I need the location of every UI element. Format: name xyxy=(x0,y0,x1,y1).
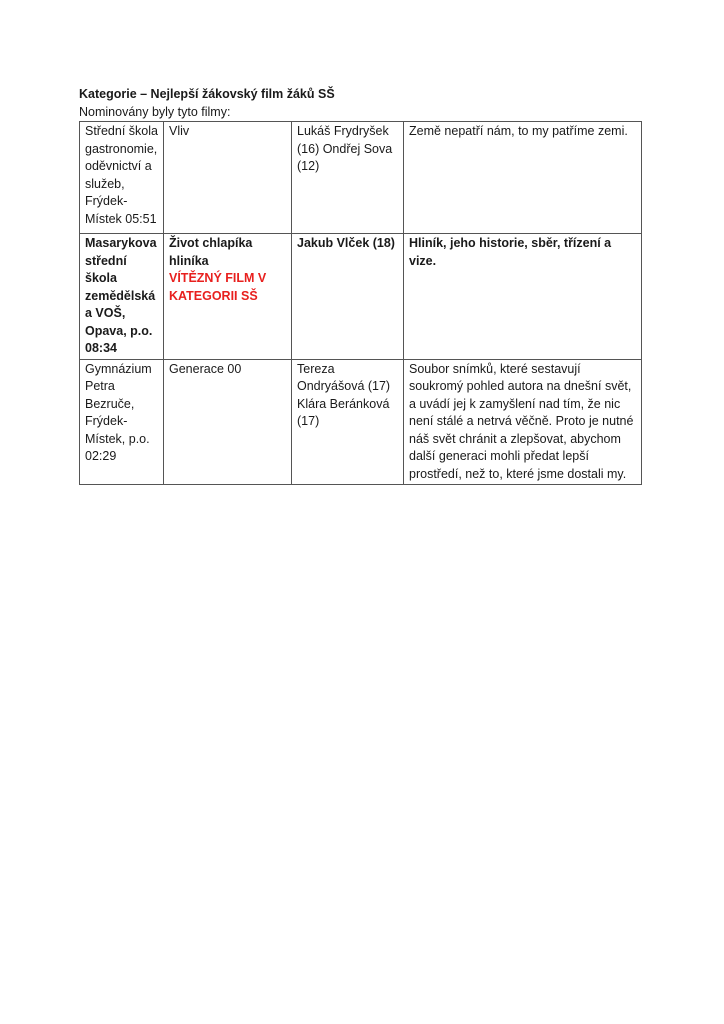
document-page xyxy=(79,86,641,485)
film-title: Život chlapíka hliníka xyxy=(169,236,253,268)
school-cell: Masarykova střední škola zemědělská a VOŠ, Opava, p.o. 08:34 xyxy=(80,234,164,360)
film-title-cell xyxy=(164,122,292,234)
film-title: Vliv xyxy=(169,124,190,138)
description-cell: Země nepatří nám, to my patříme zemi. xyxy=(404,122,642,234)
table-row xyxy=(80,122,642,234)
description-cell: Soubor snímků, které sestavují soukromý pohled autora na dnešní svět, a uvádí jej k zamyšlení nad tím, že nic není stálé a netrvá věčně. Proto je nutné náš svět chránit a zlepšovat, abychom další generaci mohli předat lepší prostředí, než to, které jsme dostali my. xyxy=(404,359,642,485)
authors-cell: Jakub Vlček (18) xyxy=(292,234,404,360)
school-cell: Střední škola gastronomie, oděvnictví a služeb, Frýdek-Místek 05:51 xyxy=(80,122,164,234)
film-title: Generace 00 xyxy=(169,361,242,376)
authors-cell: Tereza Ondryášová (17) Klára Beránková (17) xyxy=(292,359,404,485)
film-title-cell xyxy=(164,359,292,485)
winner-label: VÍTĚZNÝ FILM V KATEGORII SŠ xyxy=(169,271,267,303)
table-row xyxy=(80,359,642,485)
table-row xyxy=(80,234,642,360)
nominations-intro: Nominovány byly tyto filmy: xyxy=(79,105,231,119)
authors-cell: Lukáš Frydryšek (16) Ondřej Sova (12) xyxy=(292,122,404,234)
film-title-cell xyxy=(164,234,292,360)
school-cell: Gymnázium Petra Bezruče, Frýdek-Místek, p.o. 02:29 xyxy=(80,359,164,485)
nominations-table xyxy=(79,121,642,485)
category-heading: Kategorie – Nejlepší žákovský film žáků SŠ xyxy=(79,87,335,101)
description-cell: Hliník, jeho historie, sběr, třízení a vize. xyxy=(404,234,642,360)
